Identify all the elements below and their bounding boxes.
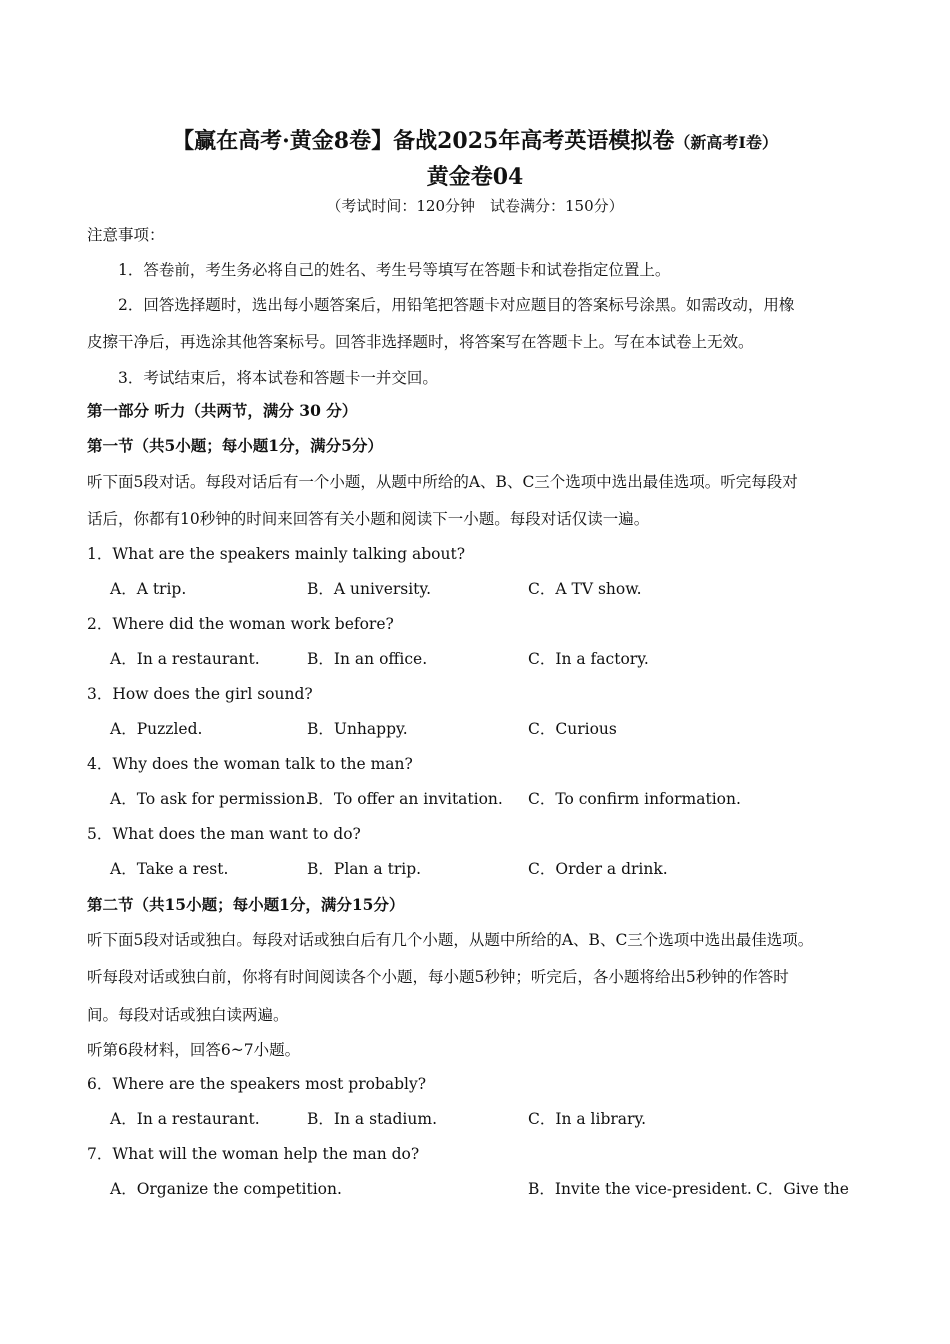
question-7-option-a: A．Organize the competition.	[110, 1180, 342, 1198]
question-1-option-a: A．A trip.	[110, 580, 187, 598]
section2-instructions-line-3: 间。每段对话或独白读两遍。	[87, 1006, 289, 1024]
question-2: 2．Where did the woman work before?	[87, 615, 394, 633]
section1-instructions-line-1: 听下面5段对话。每段对话后有一个小题，从题中所给的A、B、C三个选项中选出最佳选项。听完每段对	[87, 473, 798, 491]
question-5-option-b: B．Plan a trip.	[307, 860, 422, 878]
question-3: 3．How does the girl sound?	[87, 685, 313, 703]
question-6-option-a: A．In a restaurant.	[110, 1110, 260, 1128]
question-4-option-b: B．To offer an invitation.	[307, 790, 503, 808]
section2-instructions-line-1: 听下面5段对话或独白。每段对话或独白后有几个小题，从题中所给的A、B、C三个选项中选出最佳选项。	[87, 931, 814, 949]
notice-item-2-line-1: 2．回答选择题时，选出每小题答案后，用铅笔把答题卡对应题目的答案标号涂黑。如需改动，用橡	[118, 296, 795, 314]
question-5: 5．What does the man want to do?	[87, 825, 361, 843]
exam-title-region: （新高考I卷）	[674, 133, 778, 152]
question-7: 7．What will the woman help the man do?	[87, 1145, 420, 1163]
exam-info: （考试时间：120分钟 试卷满分：150分）	[326, 197, 624, 215]
exam-title-main: 【赢在高考·黄金8卷】备战2025年高考英语模拟卷	[172, 128, 675, 154]
question-7-option-b: B．Invite the vice-president.	[528, 1180, 752, 1198]
question-4: 4．Why does the woman talk to the man?	[87, 755, 413, 773]
notice-item-3: 3．考试结束后，将本试卷和答题卡一并交回。	[118, 369, 438, 387]
question-7-option-c: C．Give the	[756, 1180, 849, 1198]
exam-paper-number: 黄金卷04	[426, 164, 524, 190]
notice-heading: 注意事项：	[87, 226, 165, 244]
section1-heading: 第一节（共5小题；每小题1分，满分5分）	[87, 436, 383, 455]
question-5-option-c: C．Order a drink.	[528, 860, 668, 878]
material-6-intro: 听第6段材料，回答6~7小题。	[87, 1041, 301, 1059]
section2-heading: 第二节（共15小题；每小题1分，满分15分）	[87, 895, 405, 914]
question-1-option-b: B．A university.	[307, 580, 432, 598]
section2-instructions-line-2: 听每段对话或独白前，你将有时间阅读各个小题，每小题5秒钟；听完后，各小题将给出5秒钟的作答时	[87, 968, 789, 986]
question-2-option-c: C．In a factory.	[528, 650, 649, 668]
question-1: 1．What are the speakers mainly talking about?	[87, 545, 466, 563]
question-6-option-c: C．In a library.	[528, 1110, 647, 1128]
question-6: 6．Where are the speakers most probably?	[87, 1075, 427, 1093]
question-2-option-b: B．In an office.	[307, 650, 428, 668]
question-3-option-c: C．Curious	[528, 720, 617, 738]
question-4-option-c: C．To confirm information.	[528, 790, 741, 808]
section1-instructions-line-2: 话后，你都有10秒钟的时间来回答有关小题和阅读下一小题。每段对话仅读一遍。	[87, 510, 650, 528]
question-3-option-b: B．Unhappy.	[307, 720, 408, 738]
question-6-option-b: B．In a stadium.	[307, 1110, 438, 1128]
notice-item-1: 1．答卷前，考生务必将自己的姓名、考生号等填写在答题卡和试卷指定位置上。	[118, 261, 671, 279]
notice-item-2-line-2: 皮擦干净后，再选涂其他答案标号。回答非选择题时，将答案写在答题卡上。写在本试卷上无效。	[87, 333, 754, 351]
question-1-option-c: C．A TV show.	[528, 580, 642, 598]
question-2-option-a: A．In a restaurant.	[110, 650, 260, 668]
exam-title	[0, 124, 950, 155]
question-4-option-a: A．To ask for permission.	[110, 790, 311, 808]
question-5-option-a: A．Take a rest.	[110, 860, 229, 878]
part1-heading: 第一部分 听力（共两节，满分 30 分）	[87, 401, 358, 420]
question-3-option-a: A．Puzzled.	[110, 720, 203, 738]
